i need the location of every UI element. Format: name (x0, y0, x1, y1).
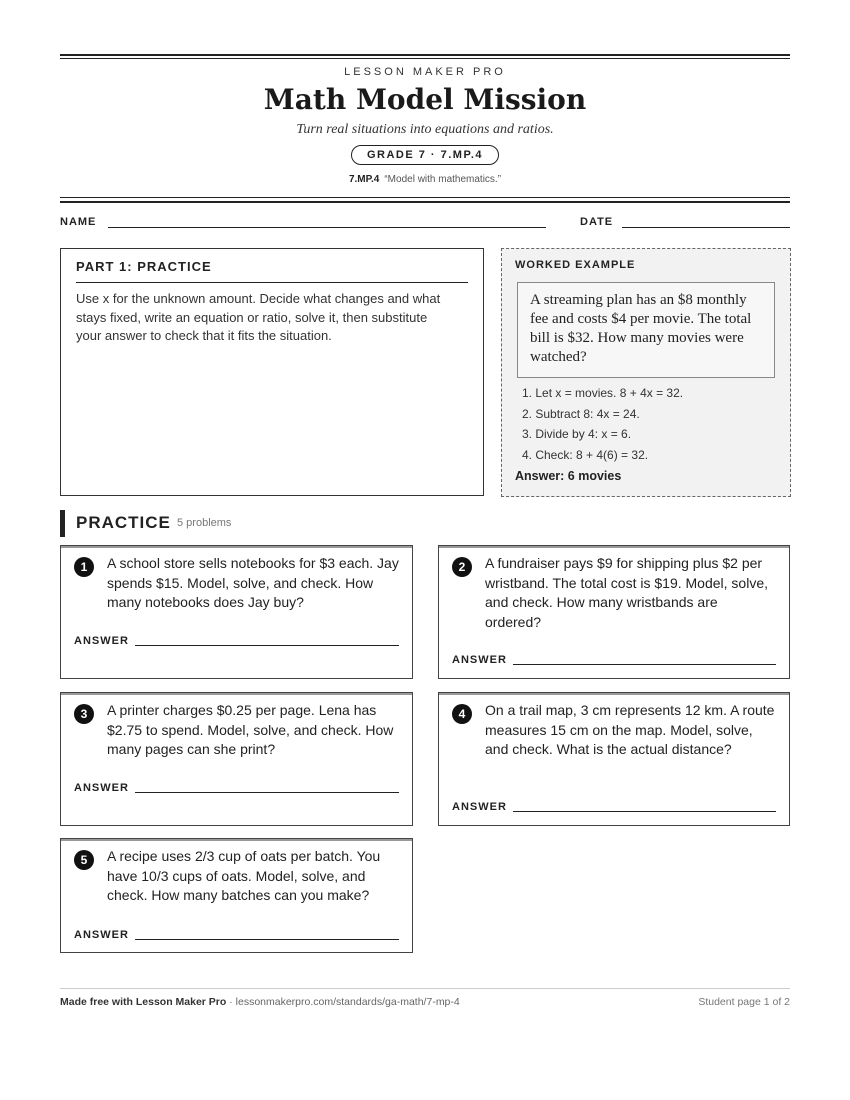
worked-example-answer: Answer: 6 movies (515, 469, 622, 483)
part1-box (60, 248, 484, 496)
problem-number-badge: 4 (452, 704, 472, 724)
standard-text: “Model with mathematics.” (384, 174, 502, 185)
standard-code: 7.MP.4 (348, 174, 380, 185)
answer-field[interactable] (135, 645, 399, 646)
problem-text: A school store sells notebooks for $3 each. Jay spends $15. Model, solve, and check. How many notebooks does Jay buy? (107, 555, 399, 610)
worked-example-box (501, 248, 791, 497)
worksheet-subtitle: Turn real situations into equations and ratios. (296, 122, 554, 137)
part1-heading: PART 1: PRACTICE (76, 259, 212, 274)
part1-divider (76, 282, 468, 283)
problem-number-badge: 1 (74, 557, 94, 577)
name-field[interactable] (108, 227, 546, 228)
standard-line (0, 174, 850, 185)
footer-credit (60, 996, 460, 1008)
answer-field[interactable] (513, 811, 776, 812)
answer-field[interactable] (513, 664, 776, 665)
problem-card-1 (60, 545, 413, 679)
worked-example-step: 2. Subtract 8: 4x = 24. (522, 406, 640, 421)
grade-badge: GRADE 7 · 7.MP.4 (351, 145, 499, 165)
problem-card-5 (60, 838, 413, 953)
section-accent-bar (60, 510, 65, 537)
worked-example-step: 3. Divide by 4: x = 6. (522, 427, 632, 441)
answer-label: ANSWER (74, 782, 129, 794)
practice-section-title: PRACTICE (76, 513, 171, 532)
answer-label: ANSWER (452, 654, 507, 666)
problem-text: A recipe uses 2/3 cup of oats per batch. You have 10/3 cups of oats. Model, solve, and check. How many batches can you make? (107, 848, 381, 903)
footer-divider (60, 988, 790, 989)
answer-field[interactable] (135, 939, 399, 940)
worked-example-step: 1. Let x = movies. 8 + 4x = 32. (522, 386, 684, 400)
footer-made-with: Made free with Lesson Maker Pro (60, 996, 227, 1008)
problem-card-4 (438, 692, 790, 826)
worked-example-steps (522, 383, 683, 465)
answer-label: ANSWER (452, 801, 507, 813)
date-field[interactable] (622, 227, 790, 228)
name-label: NAME (60, 216, 97, 228)
problem-text: On a trail map, 3 cm represents 12 km. A route measures 15 cm on the map. Model, solve, and check. What is the actual distance? (485, 702, 775, 757)
answer-field[interactable] (135, 792, 399, 793)
footer-url[interactable]: · lessonmakerpro.com/standards/ga-math/7-mp-4 (226, 996, 460, 1008)
header-top-rule-thin (60, 58, 790, 59)
date-label: DATE (580, 216, 614, 228)
header-top-rule (60, 54, 790, 56)
problem-text: A fundraiser pays $9 for shipping plus $2 per wristband. The total cost is $19. Model, solve, and check. How many wristbands are ordered? (485, 555, 768, 630)
problem-card-3 (60, 692, 413, 826)
worked-example-heading: WORKED EXAMPLE (515, 259, 636, 271)
part1-instructions: Use x for the unknown amount. Decide what changes and what stays fixed, write an equation or ratio, solve it, then substitute your answer to check that it fits the situation. (76, 291, 441, 343)
answer-label: ANSWER (74, 929, 129, 941)
problem-number-badge: 3 (74, 704, 94, 724)
worked-example-step: 4. Check: 8 + 4(6) = 32. (522, 447, 649, 462)
worked-example-problem: A streaming plan has an $8 monthly fee and costs $4 per movie. The total bill is $32. How many movies were watched? (517, 282, 775, 378)
problem-text: A printer charges $0.25 per page. Lena has $2.75 to spend. Model, solve, and check. How many pages can she print? (107, 702, 394, 757)
practice-problem-count: 5 problems (177, 517, 232, 529)
problem-card-2 (438, 545, 790, 679)
problem-number-badge: 5 (74, 850, 94, 870)
brand-name: LESSON MAKER PRO (344, 66, 506, 78)
student-info-row (60, 216, 790, 232)
problem-number-badge: 2 (452, 557, 472, 577)
worksheet-title: Math Model Mission (263, 83, 587, 116)
header-bottom-rule (60, 201, 790, 203)
answer-label: ANSWER (74, 635, 129, 647)
footer-page-number: Student page 1 of 2 (698, 996, 790, 1008)
header-bottom-rule-thin (60, 197, 790, 198)
